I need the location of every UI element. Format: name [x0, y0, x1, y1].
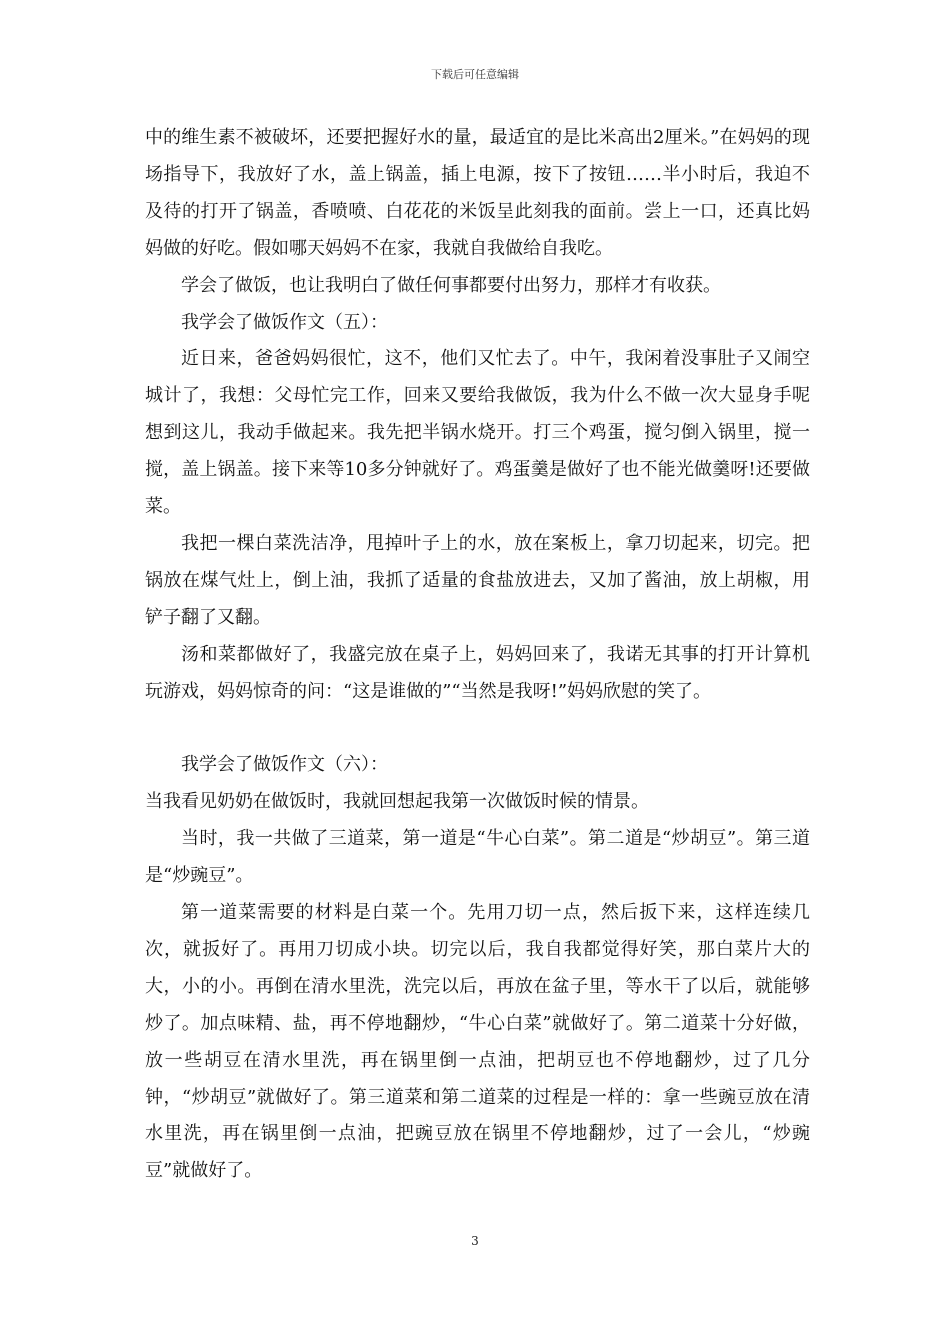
essay-heading-five: 我学会了做饭作文（五）： — [181, 311, 388, 333]
paragraph-three-dishes: 当时，我一共做了三道菜，第一道是“牛心白菜”。第二道是“炒胡豆”。第三道是“炒豌豆”。 — [145, 828, 810, 887]
paragraph-grandma-cooking: 当我看见奶奶在做饭时，我就回想起我第一次做饭时候的情景。 — [145, 791, 649, 813]
paragraph-egg-custard: 近日来，爸爸妈妈很忙，这不，他们又忙去了。中午，我闲着没事肚子又闹空城计了，我想：父母忙完工作，回来又要给我做饭，我为什么不做一次大显身手呢想到这儿，我动手做起来。我先把半锅水烧开。打三个鸡蛋，搅匀倒入锅里，搅一搅，盖上锅盖。接下来等10多分钟就好了。鸡蛋羹是做好了也不能光做羹呀!还要做菜。 — [145, 348, 810, 518]
paragraph-continuation: 中的维生素不被破坏，还要把握好水的量，最适宜的是比米高出2厘米。”在妈妈的现场指导下，我放好了水，盖上锅盖，插上电源，按下了按钮……半小时后，我迫不及待的打开了锅盖，香喷喷、白花花的米饭呈此刻我的面前。尝上一口，还真比妈妈做的好吃。假如哪天妈妈不在家，我就自我做给自我吃。 — [145, 127, 810, 259]
document-body — [145, 120, 810, 1190]
essay-heading-six: 我学会了做饭作文（六）： — [181, 754, 388, 776]
paragraph-dish-steps: 第一道菜需要的材料是白菜一个。先用刀切一点，然后扳下来，这样连续几次，就扳好了。再用刀切成小块。切完以后，我自我都觉得好笑，那白菜片大的大，小的小。再倒在清水里洗，洗完以后，再放在盆子里，等水干了以后，就能够炒了。加点味精、盐，再不停地翻炒，“牛心白菜”就做好了。第二道菜十分好做，放一些胡豆在清水里洗，再在锅里倒一点油，把胡豆也不停地翻炒，过了几分钟，“炒胡豆”就做好了。第三道菜和第二道菜的过程是一样的：拿一些豌豆放在清水里洗，再在锅里倒一点油，把豌豆放在锅里不停地翻炒，过了一会儿，“炒豌豆”就做好了。 — [145, 902, 810, 1182]
page-header: 下载后可任意编辑 — [431, 68, 519, 81]
paragraph-cabbage: 我把一棵白菜洗洁净，甩掉叶子上的水，放在案板上，拿刀切起来，切完。把锅放在煤气灶上，倒上油，我抓了适量的食盐放进去，又加了酱油，放上胡椒，用铲子翻了又翻。 — [145, 532, 810, 628]
page-number: 3 — [471, 1234, 479, 1248]
blank-line — [145, 711, 810, 748]
paragraph-mom-returns: 汤和菜都做好了，我盛完放在桌子上，妈妈回来了，我诺无其事的打开计算机玩游戏，妈妈惊奇的问：“这是谁做的”“当然是我呀!”妈妈欣慰的笑了。 — [145, 643, 810, 702]
paragraph-conclusion: 学会了做饭，也让我明白了做任何事都要付出努力，那样才有收获。 — [181, 274, 721, 296]
